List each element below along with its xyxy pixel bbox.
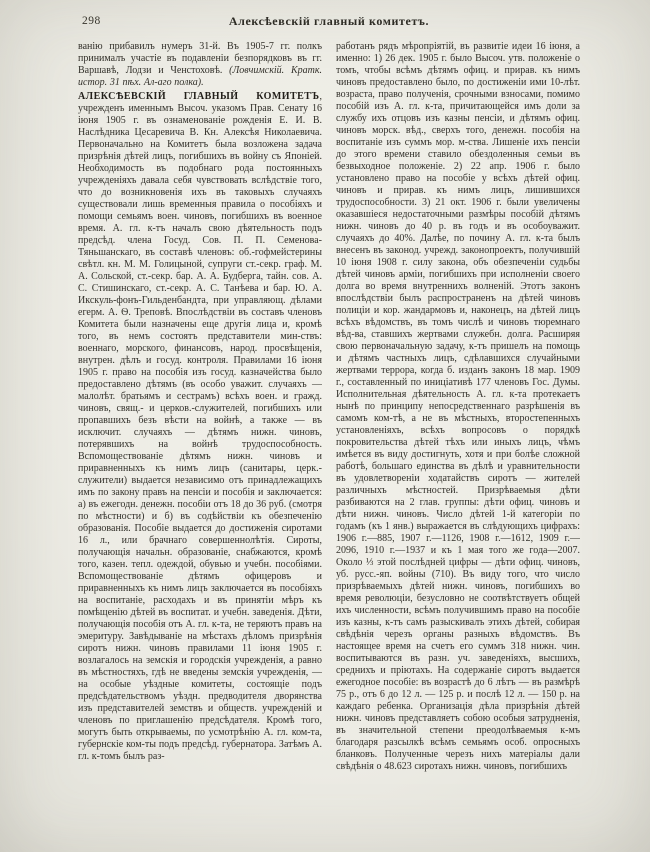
source-citation: (Ловчимскій. Кратк. истор. 31 пѣх. Ал-аго полка). [78, 65, 322, 88]
article-title: АЛЕКСѢЕВСКІЙ ГЛАВНЫЙ КОМИТЕТЪ [78, 91, 320, 102]
running-header: Алексѣевскій главный комитетъ. [228, 14, 430, 28]
page-number: 298 [82, 15, 101, 27]
page-header [78, 14, 580, 34]
article-continuation: работанъ рядъ мѣропріятій, въ развитіе идеи 16 іюня, а именно: 1) 26 дек. 1905 г. было Высоч. утв. положеніе о томъ, чтобы всѣмъ дѣтямъ офиц. и прирав. къ нимъ чиновъ предоставлено было, по достиженіи ими 10-лѣт. возраста, право полученія, срочными взносами, помимо пособій изъ А. гл. к-та, причитающейся имъ доли за службу ихъ отцовъ изъ казны пенсіи, и дѣтямъ офиц. чиновъ морск. вѣд., сверхъ того, денежн. пособія на воспитаніе изъ суммъ мор. м-ства. Лишеніе ихъ пенсіи до этого времени ставило обездоленныя семьи въ безвыходное положеніе. 2) 22 апр. 1906 г. было установлено право на пособіе у всѣхъ дѣтей офиц. чиновъ и прирав. къ нимъ лицъ, лишившихся трудоспособности. 3) 21 окт. 1906 г. были увеличены оказавшіеся недостаточными размѣры пособій дѣтямъ нижн. чиновъ до 40 р. въ годъ и въ особоуважит. случаяхъ до 40%. Далѣе, по почину А. гл. к-та былъ внесенъ въ законод. учрежд. законопроектъ, получившій 10 іюня 1908 г. силу закона, объ обезпеченіи судьбы дѣтей чиновъ арміи, погибшихъ при исполненіи своего долга во время внутреннихъ волненій. Этотъ законъ впослѣдствіи былъ распространенъ на дѣтей чиновъ полиціи и кор. жандармовъ и, наконецъ, на дѣтей лицъ всѣхъ вѣдомствъ, въ томъ числѣ и чиновъ тюремнаго вѣд-ва, ставшихъ жертвами служебн. долга. Расширяя свою первоначальную задачу, к-тъ пришелъ на помощь и дѣтямъ частныхъ лицъ, сдѣлавшихся случайными жертвами террора, когда б. изданъ законъ 18 мар. 1909 г., составленный по иниціативѣ 177 членовъ Гос. Думы. Исполнительная дѣятельность А. гл. к-та протекаетъ нынѣ по принципу непосредственнаго разрѣшенія въ самомъ ком-тѣ, а не въ мѣстныхъ, второстепенныхъ установленіяхъ, всѣхъ вопросовъ о порядкѣ покровительства дѣтей тѣхъ или иныхъ лицъ, чѣмъ имѣется въ виду достигнуть, хотя и при болѣе сложной работѣ, большаго единства въ дѣлѣ и уравнительности въ удовлетвореніи ходатайствъ сиротъ — жителей различныхъ мѣстностей. Призрѣваемыя дѣти разбиваются на 2 глав. группы: дѣти офиц. чиновъ и дѣти нижн. чиновъ. Число дѣтей 1-й категоріи по годамъ (къ 1 янв.) выражается въ слѣдующихъ цифрахъ: 1906 г.—885, 1907 г.—1126, 1908 г.—1612, 1909 г.—2096, 1910 г.—1937 и къ 1 мая того же года—2007. Около ⅓ этой послѣдней цифры — дѣти офиц. чиновъ, уб. русс.-яп. войны (710). Въ виду того, что число призрѣваемыхъ дѣтей нижн. чиновъ, погибшихъ во время революціи, безусловно не соотвѣтствуетъ общей ихъ численности, всѣмъ получившимъ право на пособіе изъ казны, к-тъ самъ разыскивалъ этихъ дѣтей, собирая свѣдѣнія черезъ органы разныхъ вѣдомствъ. Въ настоящее время на счетъ его суммъ 318 нижн. чин. воспитываются въ разн. уч. заведеніяхъ, высшихъ, среднихъ и пріютахъ. На содержаніе сиротъ выдается ежегодное пособіе: въ возрастѣ до 6 лѣтъ — въ размѣрѣ 75 р., отъ 6 до 12 л. — 125 р. и послѣ 12 л. — 150 р. на каждаго ребенка. Организація дѣла призрѣнія дѣтей нижн. чиновъ представляетъ собою особыя затрудненія, въ значительной степени преодолѣваемыя к-мъ благодаря разсылкѣ всѣмъ семьямъ особ. опросныхъ бланковъ. Полученные черезъ нихъ матеріалы дали свѣдѣнія о 48.623 сиротахъ нижн. чиновъ, погибшихъ [336, 41, 580, 772]
article-start: АЛЕКСѢЕВСКІЙ ГЛАВНЫЙ КОМИТЕТЪ, учрежденъ именнымъ Высоч. указомъ Прав. Сенату 16 іюня 1905 г. въ ознаменованіе рожденія Е. И. В. Наслѣдника Цесаревича В. Кн. Алексѣя Николаевича. Первоначально на Комитетъ была возложена задача призрѣнія дѣтей лицъ, погибшихъ въ войну съ Японіей. Необходимость въ подобнаго рода постоянныхъ учрежденіяхъ давала себя чувствовать вслѣдствіе того, что до возникновенія ихъ въ таковыхъ случаяхъ существовали лишь временныя правила о пособіяхъ и помощи семьямъ воен. чиновъ, погибшихъ въ военное время. А. гл. к-тъ началъ свою дѣятельность подъ предсѣд. члена Госуд. Сов. П. П. Семенова-Тяньшанскаго, въ составѣ членовъ: об.-гофмейстерины свѣтл. кн. М. М. Голицыной, супруги ст.-секр. граф. М. А. Сольской, ст.-секр. бар. А. А. Будберга, тайн. сов. А. С. Стишинскаго, ст.-секр. А. С. Танѣева и бар. Ю. А. Икскуль-фонъ-Гильденбандта, при управляющ. дѣлами егерм. А. Ѳ. Треповѣ. Впослѣдствіи въ составъ членовъ Комитета были назначены еще другія лица и, кромѣ того, въ немъ состоятъ представители мин-ствъ: военнаго, морского, финансовъ, народ. просвѣщенія, внутрен. дѣлъ и госуд. контроля. Правилами 16 іюня 1905 г. право на пособія изъ госуд. казначейства было предоставлено дѣтямъ (въ особо уважит. случаяхъ — малолѣт. братьямъ и сестрамъ) всѣхъ воен. и гражд. чиновъ, свящ.- и церков.-служителей, погибшихъ или пропавшихъ безъ вѣсти на войнѣ, а также — въ исключит. случаяхъ — дѣтямъ нижн. чиновъ, потерявшихъ на войнѣ трудоспособность. Вспомоществованіе дѣтямъ нижн. чиновъ и приравненныхъ къ нимъ лицъ (санитары, церк.-служители) выдается независимо отъ принадлежащихъ имъ по закону правъ на пенсіи и пособія и заключается: а) въ ежегодн. денежн. пособіи отъ 18 до 36 руб. (смотря по мѣстности) и б) въ содѣйствіи къ обезпеченію образованія. Пособіе выдается до достиженія сиротами 16 л., или брачнаго совершеннолѣтія. Сироты, получающія начальн. образованіе, снабжаются, кромѣ того, казен. тепл. одеждой, обувью и учебн. пособіями. Вспомоществованіе дѣтямъ офицеровъ и приравненныхъ къ нимъ лицъ заключается въ пособіяхъ на воспитаніе, расходахъ и въ принятіи мѣръ къ помѣщенію дѣтей въ воспитат. и учебн. заведенія. Дѣти, получающія пособія отъ А. гл. к-та, не теряютъ правъ на эмеритуру. Завѣдываніе на мѣстахъ дѣломъ призрѣнія сиротъ нижн. чиновъ правилами 11 іюня 1905 г. возлагалось на земскія и городскія учрежденія, а равно въ мѣстностяхъ, гдѣ не введены земскія учрежденія, — на особые уѣздные комитеты, состоящіе подъ предсѣдательствомъ уѣздн. предводителя дворянства изъ представителей земствъ и обществ. учрежденій и членовъ по приглашенію предсѣдателя. Кромѣ того, могутъ быть открываемы, по усмотрѣнію А. гл. ком-та, губернскіе ком-ты подъ предсѣд. губернатора. Затѣмъ А. гл. к-томъ былъ раз- [78, 91, 322, 762]
column-right [336, 41, 580, 843]
column-left [78, 41, 322, 843]
text-columns [78, 41, 580, 843]
previous-article-end: ванію прибавилъ нумеръ 31-й. Въ 1905-7 гг. полкъ принималъ участіе въ подавленіи безпорядковъ въ гг. Варшавѣ, Лодзи и Ченстоховѣ. (Ловчимскій. Кратк. истор. 31 пѣх. Ал-аго полка). [78, 41, 322, 88]
